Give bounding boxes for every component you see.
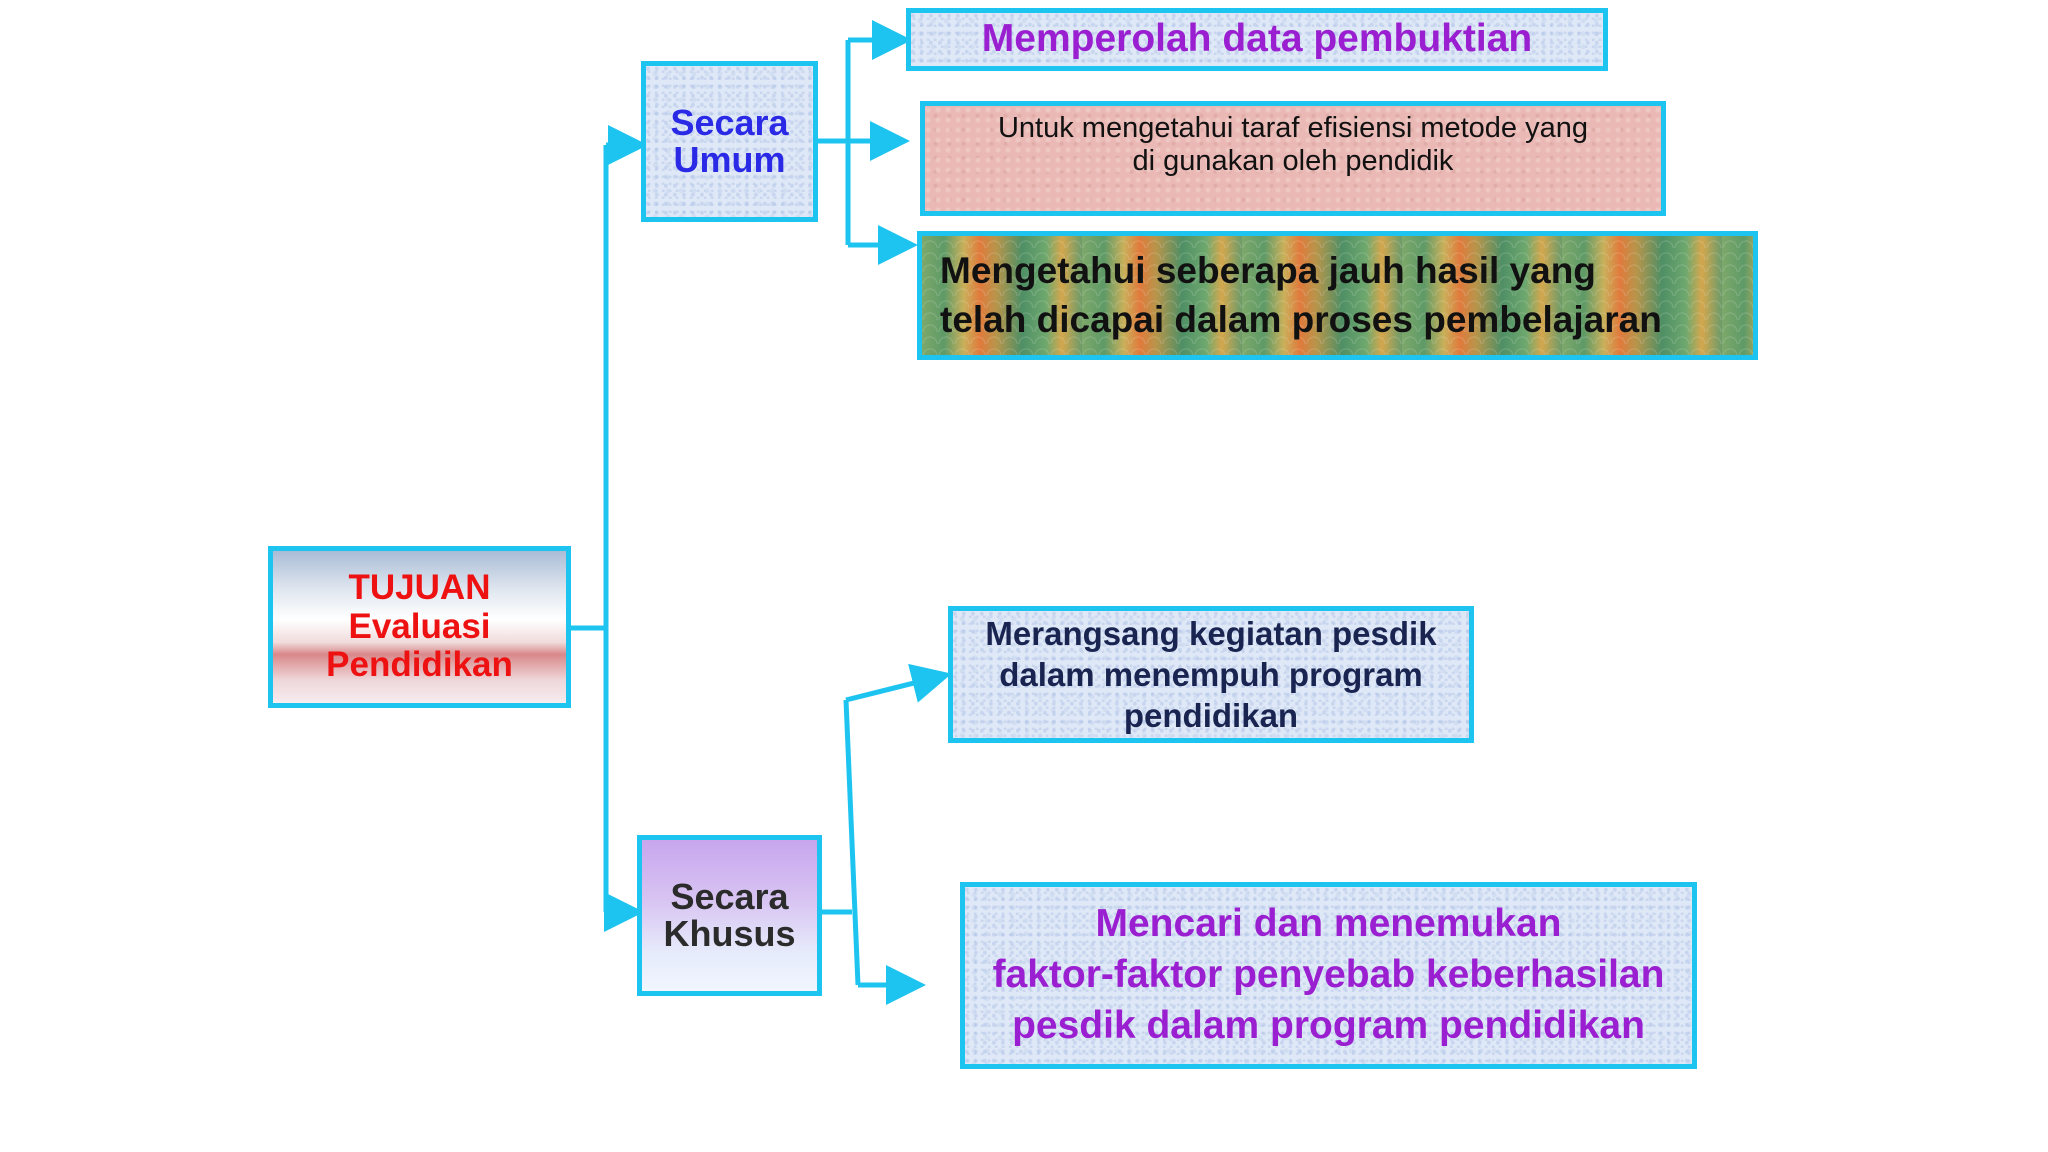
root-label (326, 569, 513, 685)
secara-umum-line-1: Secara (670, 101, 789, 143)
umum-item-2-line-1: Untuk mengetahui taraf efisiensi metode yang (997, 112, 1588, 144)
khusus-item-2-line-2: faktor-faktor penyebab keberhasilan (992, 953, 1665, 997)
khusus-item-2-box (960, 882, 1697, 1069)
umum-item-3-text (940, 247, 1662, 343)
khusus-item-1-box (948, 606, 1474, 743)
umum-item-3-line-1: Mengetahui seberapa jauh hasil yang (940, 250, 1596, 292)
arrow-to-khusus-item-1 (846, 676, 942, 700)
khusus-item-1-text (985, 613, 1436, 737)
umum-item-2-text (998, 112, 1588, 179)
secara-khusus-line-2: Khusus (663, 912, 796, 954)
khusus-fork-line (846, 700, 858, 985)
secara-umum-label (670, 101, 789, 180)
secara-khusus-box (637, 835, 822, 996)
secara-khusus-line-1: Secara (670, 875, 789, 917)
umum-item-2-box (920, 101, 1666, 216)
khusus-item-1-line-1: Merangsang kegiatan pesdik (985, 614, 1437, 652)
secara-umum-line-2: Umum (673, 138, 786, 180)
umum-item-1-box (906, 8, 1608, 71)
umum-item-2-line-2: di gunakan oleh pendidik (1132, 145, 1454, 178)
root-line-2: Evaluasi (348, 606, 491, 646)
umum-item-1-text: Memperolah data pembuktian (981, 17, 1533, 61)
khusus-item-2-line-3: pesdik dalam program pendidikan (1012, 1003, 1645, 1047)
root-line-1: TUJUAN (348, 568, 491, 608)
root-line-3: Pendidikan (326, 645, 513, 685)
secara-khusus-label (663, 875, 796, 954)
umum-item-3-line-2: telah dicapai dalam proses pembelajaran (940, 298, 1662, 340)
umum-item-3-box (917, 231, 1758, 360)
khusus-item-2-line-1: Mencari dan menemukan (1095, 902, 1562, 946)
khusus-item-1-line-2: dalam menempuh program (999, 655, 1423, 693)
secara-umum-box (641, 61, 818, 222)
khusus-item-1-line-3: pendidikan (1123, 697, 1299, 735)
root-box-tujuan-evaluasi (268, 546, 571, 708)
khusus-item-2-text (993, 899, 1665, 1051)
